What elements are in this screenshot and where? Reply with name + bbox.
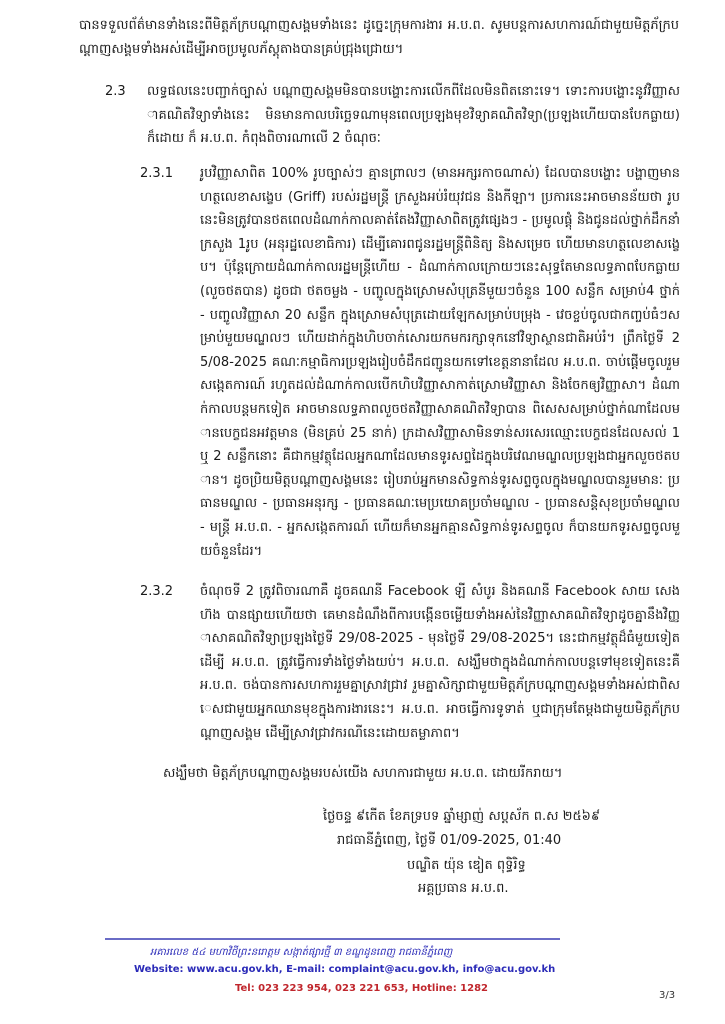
section-2-3-1-number: 2.3.1 (140, 166, 174, 181)
closing-paragraph: សង្ឃឹមថា មិត្តភ័ក្របណ្តាញសង្គមរបស់យើង សហការជាមួយ អ.ប.ព. ដោយរីករាយ។ (163, 766, 563, 781)
intro-paragraph: បានទទួលព័ត៌មានទាំងនេះពីមិត្តភ័ក្របណ្ដាញសង្គមទាំងនេះ ដូច្នេះក្រុមការងារ អ.ប.ព. សូមបន្តការសហការណ៍ជាមួយមិត្តភ័ក្របណ្ដាញសង្គមទាំងអស់ដើម្បីអាចប្រមូលភ័ស្តុតាងបានគ្រប់ជ្រុងជ្រោយ។ (79, 18, 679, 57)
place-and-date: រាជធានីភ្នំពេញ, ថ្ងៃទី 01/09-2025, 01:40 (337, 833, 562, 848)
section-2-3-2-number: 2.3.2 (140, 584, 174, 599)
signer-title: អគ្គប្រធាន អ.ប.ព. (418, 881, 509, 896)
page-number: 3/3 (659, 990, 676, 1001)
footer-phones: Tel: 023 223 954, 023 221 653, Hotline: 1282 (235, 983, 489, 994)
footer-address: អគារលេខ ៥៤ មហាវិថីព្រះនរោត្តម សង្កាត់ផ្សារថ្មី ៣ ខណ្ឌដូនពេញ រាជធានីភ្នំពេញ (150, 947, 453, 958)
section-2-3-2-text: ចំណុចទី 2 ត្រូវពិចារណាគឺ ដូចគណនី Facebook ឡី សំបូរ និងគណនី Facebook សាយ សេងហ៊ង បានផ្សាយហើយថា គេមានដំណឹងពីការបង្កើនចម្លើយទាំងអស់នៃវិញ្ញាសាគណិតវិទ្យាដូចគ្នានឹងវិញ្ញាសាគណិតវិទ្យាប្រឡងថ្ងៃទី 29/08-2025 - មុនថ្ងៃទី 29/08-2025។ នេះជាកម្មវត្ថុដ៏ធំមួយទៀតដើម្បី អ.ប.ព. ត្រូវធ្វើការទាំងថ្ងៃទាំងយប់។ អ.ប.ព. សង្ឃឹមថាក្នុងដំណាក់កាលបន្តទៅមុខទៀតនេះគឺ អ.ប.ព. ចង់បានការសហការរួមគ្នាស្រាវជ្រាវ រួមគ្នាសិក្សាជាមួយមិត្តភ័ក្របណ្តាញសង្គមទាំងអស់ជាពិសេសជាមួយអ្នកឈានមុខក្នុងការងារនេះ។ អ.ប.ព. អាចធ្វើការទូទាត់ ឬជាក្រុមតែម្តងជាមួយមិត្តភ័ក្របណ្តាញសង្គម ដើម្បីស្រាវជ្រាវករណីនេះដោយតម្លាភាព។ (200, 584, 680, 741)
section-2-3-number: 2.3 (105, 84, 126, 99)
section-2-3-1-text: រូបវិញ្ញាសាពិត 100% រូបច្បាស់ៗ គ្មានព្រាលៗ (មានអក្សរកាចណាស់) ដែលបានបង្ហោះ បង្ហាញមានហត្ថលេខាសង្ខេប (Griff) របស់រដ្ឋមន្ត្រី ក្រសួងអប់រំយុវជន និងកីឡា។ ប្រការនេះអាចមានន័យថា រូបនេះមិនត្រូវបានថតពេលដំណាក់កាលគាត់តែងវិញ្ញាសាពិតត្រូវផ្សេងៗ - ប្រមូលផ្តុំ និងជូនដល់ថ្នាក់ដឹកនាំក្រសួង 1រូប (អនុរដ្ឋលេខាធិការ) ដើម្បីគោរពជូនរដ្ឋមន្ត្រីពិនិត្យ និងសម្រេច ហើយមានហត្ថលេខាសង្ខេប។ ប៉ុន្តែក្រោយដំណាក់កាលរដ្ឋមន្ត្រីហើយ - ដំណាក់កាលក្រោយៗនេះសុទ្ធតែមានលទ្ធភាពបែកធ្លាយ (លួចថតបាន) ដូចជា ថតចម្លង - បញ្ចូលក្នុងស្រោមសំបុត្រនីមួយៗចំនួន 100 សន្លឹក សម្រាប់4 ថ្នាក់ - បញ្ចូលវិញ្ញាសា 20 សន្លឹក ក្នុងស្រោមសំបុត្រដោយឡែកសម្រាប់បម្រុង - វេចខ្ចប់ចូលជាកញ្ចប់ធំៗសម្រាប់មួយមណ្ឌលៗ ហើយដាក់ក្នុងហិបចាក់សោរយកមករក្សាទុកនៅវិទ្យាស្ថានជាតិអប់រំ។ ព្រឹកថ្ងៃទី 25/08-2025 គណៈកម្មាធិការប្រឡងរៀបចំដឹកជញ្ជូនយកទៅខេត្តនានាដែល អ.ប.ព. ចាប់ផ្តើមចូលរួមសង្កេតការណ៍ រហូតដល់ដំណាក់កាលបើកហិបវិញ្ញាសាកាត់ស្រោមវិញ្ញាសា និងចែកឲ្យវិញ្ញាសា។ ដំណាក់កាលបន្តមកទៀត អាចមានលទ្ធភាពលួចថតវិញ្ញាសាគណិតវិទ្យាបាន ពិសេសសម្រាប់ថ្នាក់ណាដែលមានបេក្ខជនអវត្តមាន (មិនគ្រប់ 25 នាក់) ក្រដាសវិញ្ញាសាមិនទាន់សរសេរឈ្មោះបេក្ខជនដែលសល់ 1 ឬ 2 សន្លឹកនោះ គឺជាកម្មវត្ថុដែលអ្នកណាដែលមានទូរសព្ទដៃក្នុងបរិវេណមណ្ឌលប្រឡងជាអ្នកលួចថតបាន។ ដូចប្រិយមិត្តបណ្តាញសង្គមនេះ រៀបរាប់អ្នកមានសិទ្ធកាន់ទូរសព្ទចូលក្នុងមណ្ឌលបានរួមមានៈ ប្រធានមណ្ឌល - ប្រធានអនុរក្ស - ប្រធានគណៈមេប្រយោគប្រចាំមណ្ឌល - ប្រធានសន្តិសុខប្រចាំមណ្ឌល - មន្ត្រី អ.ប.ព. - អ្នកសង្កេតការណ៍ ហើយក៏មានអ្នកគ្មានសិទ្ធកាន់ទូរសព្ទចូល ក៏បានយកទូរសព្ទចូលមួយចំនួនដែរ។ (200, 166, 680, 559)
footer-divider (105, 938, 560, 940)
signer-name: បណ្ឌិត យ៉ុន ឌៀត ពុទ្ធិរិទ្ធ (407, 858, 526, 873)
section-2-3-text: លទ្ធផលនេះបញ្ជាក់ច្បាស់ បណ្តាញសង្គមមិនបានបង្ហោះការលើកពីដែលមិនពិតនោះទេ។ ទោះការបង្ហោះនូវវិញ្ញាសាគណិតវិទ្យាទាំងនេះ មិនមានកាលបរិច្ឆេទណាមុនពេលប្រឡងមុខវិទ្យាគណិតវិទ្យា(ប្រឡងហើយបានបែកធ្លាយ) ក៏ដោយ ក៏ អ.ប.ព. កំពុងពិចារណាលើ 2 ចំណុចៈ (147, 84, 680, 147)
lunar-date: ថ្ងៃចន្ទ ៩កើត ខែភទ្របទ ឆ្នាំម្សាញ់ សប្តស័ក ព.ស ២៥៦៩ (323, 809, 601, 824)
footer-contact: Website: www.acu.gov.kh, E-mail: complaint@acu.gov.kh, info@acu.gov.kh (134, 964, 556, 975)
